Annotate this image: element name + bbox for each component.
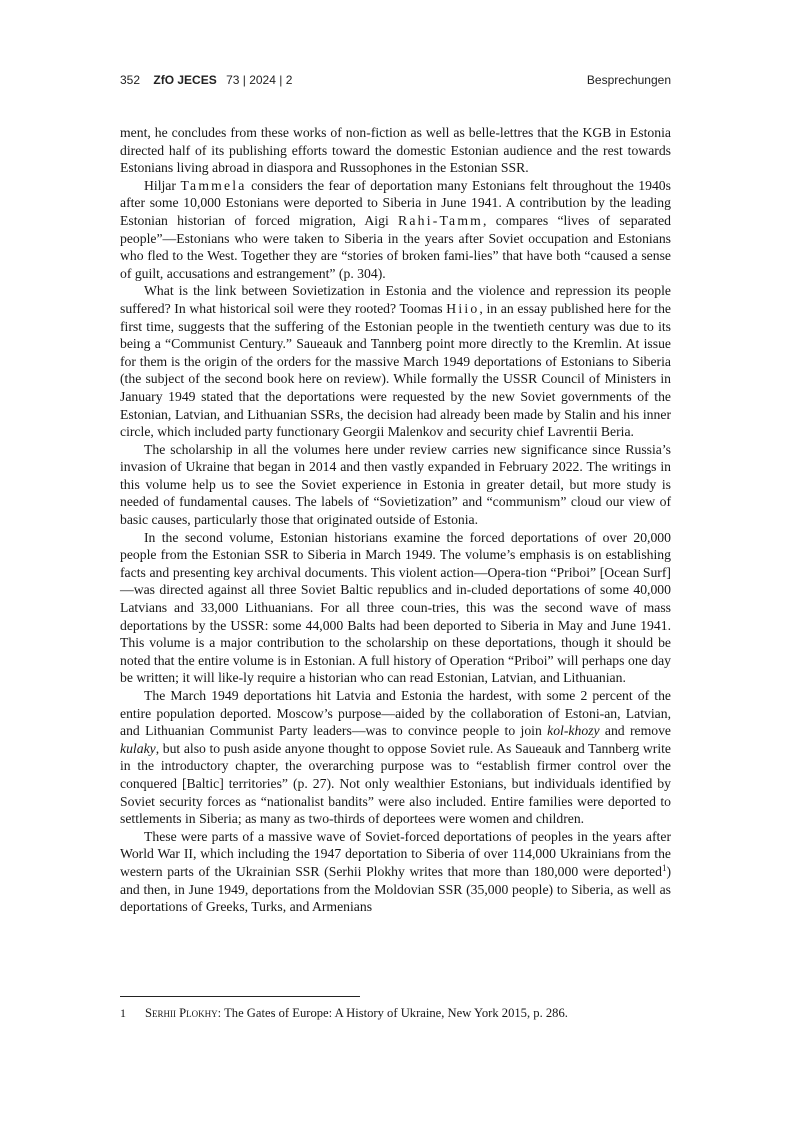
paragraph-text: , but also to push aside anyone thought to oppose Soviet rule. As Saueauk and Tannberg write in the introductory chapter, the overarching purpose was to “establish firmer control over the conquered [Baltic] territories” (p. 27). Not only wealthier Estonians, but individuals identified by Soviet security forces as “nationalist bandits” were also included. Entire families were deported to settlements in Siberia; as many as two-thirds of deportees were women and children.	[120, 740, 671, 827]
footnote-author: Serhii Plokhy	[145, 1006, 218, 1020]
footnote-number: 1	[120, 1006, 126, 1020]
paragraph-text: ment, he concludes from these works of non-fiction as well as belle-lettres that the KGB in Estonia directed half of its publishing efforts toward the domestic Estonian audience and the rest towards Estonians living abroad in diaspora and Russophones in the Estonian SSR.	[120, 125, 671, 176]
italic-term: kol-khozy	[547, 723, 600, 739]
paragraph-text: In the second volume, Estonian historians examine the forced deportations of over 20,000 people from the Estonian SSR to Siberia in March 1949. The volume’s emphasis is on establishing facts and presenting key archival documents. This violent action—Opera-tion “Priboi” [Ocean Surf]—was directed against all three Soviet Baltic republics and in-cluded deportations of some 40,000 Latvians and 33,000 Lithuanians. For all three coun-tries, this was the second wave of mass deportations by the USSR: some 44,000 Balts had been deported to Siberia in May and June 1941. This volume is a major contribution to the scholarship on these deportations, though it should be noted that the entire volume is in Estonian. A full history of Operation “Priboi” will perhaps one day be written; it will like-ly require a historian who can read Estonian, Latvian, and Lithuanian.	[120, 529, 671, 686]
paragraph-text: ) and then, in June 1949, deportations from the Moldovian SSR (35,000 people) to Siberia, as well as deportations of Greeks, Turks, and Armenians	[120, 863, 671, 915]
paragraph-2	[120, 177, 671, 283]
paragraph-3	[120, 282, 671, 440]
paragraph-1	[120, 124, 671, 177]
paragraph-text: , compares “lives of separated people”—Estonians who were taken to Siberia in the years after Soviet occupation and Estonians who fled to the West. Together they are “stories of broken fami-lies” that have both “caused a sense of guilt, accusations and estrangement” (p. 304).	[120, 212, 672, 281]
author-name-spaced: Tammela	[180, 177, 247, 193]
paragraph-text: These were parts of a massive wave of Soviet-forced deportations of peoples in the years after World War II, which including the 1947 deportation to Siberia of over 114,000 Ukrainians from the western parts of the Ukrainian SSR (Serhii Plokhy writes that more than 180,000 were deported	[120, 828, 671, 879]
header-left	[120, 73, 292, 87]
footnote-text: : The Gates of Europe: A History of Ukraine, New York 2015, p. 286.	[217, 1006, 568, 1020]
footnote-marker[interactable]: 1	[661, 862, 667, 873]
author-name-spaced: Rahi-Tamm	[398, 212, 484, 228]
author-name-spaced: Hiio	[446, 300, 480, 316]
paragraph-5	[120, 529, 671, 687]
paragraph-text: considers the fear of deportation many Estonians felt throughout the 1940s after some 10,000 Estonians were deported to Siberia in June 1941. A contribution by the leading Estonian historian of forced migration, Aigi	[120, 177, 671, 228]
paragraph-text: and remove	[599, 723, 671, 739]
paragraph-6	[120, 687, 671, 828]
footnote	[120, 1005, 671, 1021]
paragraph-text: , in an essay published here for the first time, suggests that the suffering of the Estonian people in the twentieth century was due to its being a “Communist Century.” Saueauk and Tannberg point more directly to the Kremlin. At issue for them is the origin of the orders for the massive March 1949 deportations of Estonians to Siberia (the subject of the second book here on review). While formally the USSR Council of Ministers in January 1949 stated that the deportations were requested by the new Soviet governments of the Estonian, Latvian, and Lithuanian SSRs, the decision had already been made by Stalin and his inner circle, which included party functionary Georgii Malenkov and security chief Lavrentii Beria.	[120, 300, 671, 440]
section-name: Besprechungen	[586, 73, 671, 87]
page-number: 352	[120, 73, 141, 87]
paragraph-text: What is the link between Sovietization in Estonia and the violence and repression its people suffered? In what historical soil were they rooted? Toomas	[120, 283, 671, 316]
footnote-separator	[120, 996, 360, 997]
running-header	[120, 73, 671, 91]
paragraph-text: The March 1949 deportations hit Latvia and Estonia the hardest, with some 2 percent of the entire population deported. Moscow’s purpose—aided by the collaboration of Estoni-an, Latvian, and Lithuanian Communist Party leaders—was to convince people to join	[120, 688, 671, 739]
paragraph-text: Hiljar	[144, 177, 181, 193]
paragraph-text: The scholarship in all the volumes here under review carries new significance since Russia’s invasion of Ukraine that began in 2014 and then vastly expanded in February 2022. The writings in this volume help us to see the Soviet experience in Estonia in greater detail, but more study is needed of fundamental causes. The labels of “Sovietization” and “communism” cloud our view of basic causes, particularly those that originated outside of Estonia.	[120, 441, 671, 528]
italic-term: kulaky	[120, 740, 156, 756]
paragraph-4	[120, 441, 671, 529]
article-body	[120, 124, 671, 916]
journal-name: ZfO JECES	[153, 73, 217, 87]
paragraph-7	[120, 828, 671, 916]
journal-issue: 73 | 2024 | 2	[226, 73, 293, 87]
